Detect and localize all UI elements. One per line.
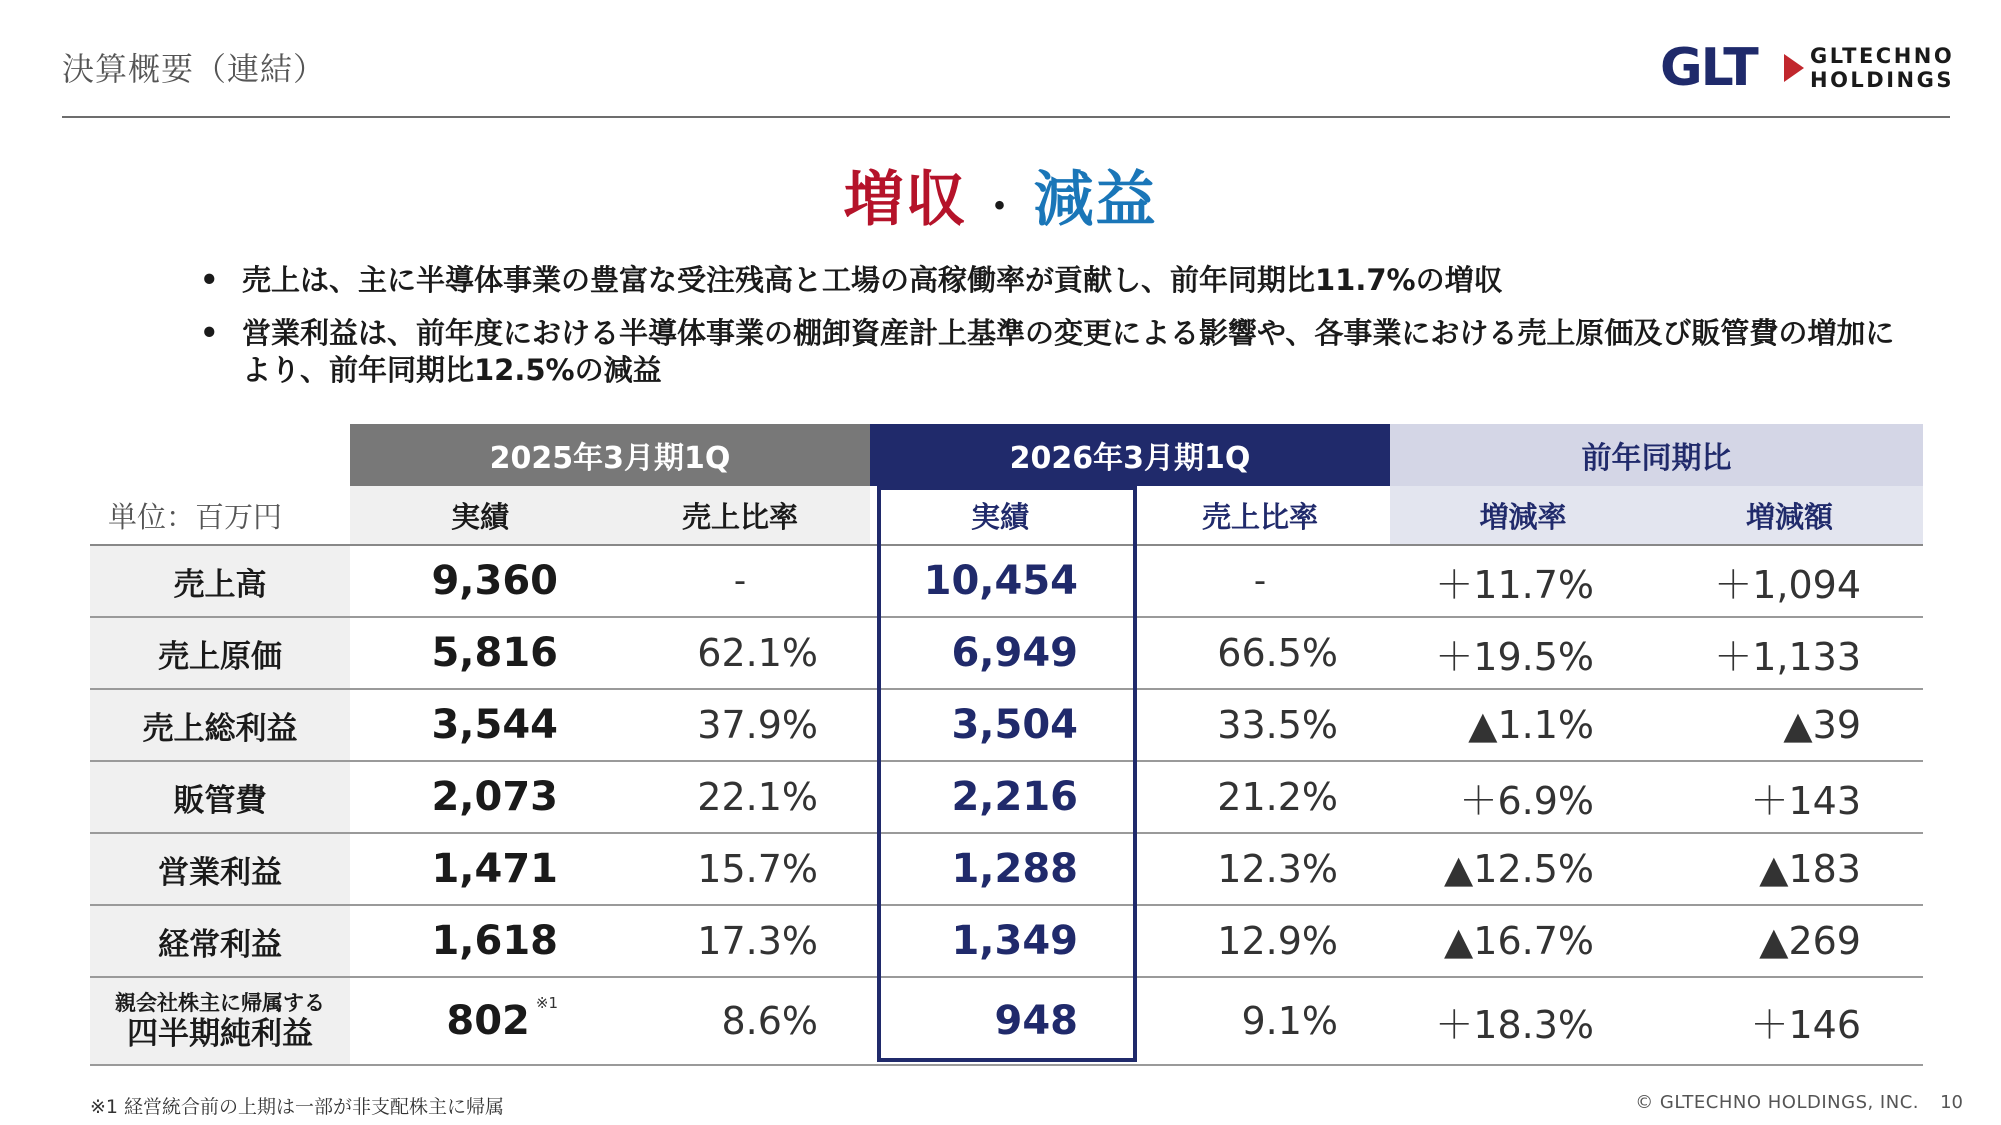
logo-line-2: HOLDINGS xyxy=(1810,68,1954,92)
headline-decrease: 減益 xyxy=(1033,165,1158,235)
table-group-header-row xyxy=(90,424,1923,486)
table-row xyxy=(90,689,1923,761)
logo-line-1: GLTECHNO xyxy=(1810,44,1955,68)
actual-2025 xyxy=(350,977,610,1065)
logo-triangle-icon xyxy=(1784,54,1804,82)
actual-2026: 2,216 xyxy=(870,761,1130,833)
row-label: 売上高 xyxy=(90,545,350,617)
actual-2025: 1,618 xyxy=(350,905,610,977)
headline-separator: ・ xyxy=(979,183,1022,230)
page-title: 決算概要（連結） xyxy=(62,50,327,88)
ratio-2026: 33.5% xyxy=(1130,689,1390,761)
bullet-operating-profit: • 営業利益は、前年度における半導体事業の棚卸資産計上基準の変更による影響や、各事業における売上原価及び販管費の増加により、前年同期比12.5%の減益 xyxy=(200,315,1920,389)
row-label: 経常利益 xyxy=(90,905,350,977)
ratio-2026: 9.1% xyxy=(1130,977,1390,1065)
ratio-2025: 15.7% xyxy=(610,833,870,905)
row-label: 営業利益 xyxy=(90,833,350,905)
headline-increase: 増収 xyxy=(843,165,968,235)
header-divider xyxy=(62,116,1950,118)
ratio-2025: 8.6% xyxy=(610,977,870,1065)
change-amount: ＋1,133 xyxy=(1656,617,1923,689)
actual-2026: 948 xyxy=(870,977,1130,1065)
subheader-actual-2025: 実績 xyxy=(350,486,610,545)
actual-2025: 2,073 xyxy=(350,761,610,833)
blank-corner xyxy=(90,424,350,486)
row-label: 売上総利益 xyxy=(90,689,350,761)
actual-2025: 1,471 xyxy=(350,833,610,905)
change-rate: ▲16.7% xyxy=(1390,905,1656,977)
actual-2025: 9,360 xyxy=(350,545,610,617)
row-label-net-income-main: 四半期純利益 xyxy=(127,1016,313,1052)
change-amount: ▲269 xyxy=(1656,905,1923,977)
ratio-2025: - xyxy=(610,545,870,617)
change-rate: ＋6.9% xyxy=(1390,761,1656,833)
table-row xyxy=(90,905,1923,977)
unit-label: 単位：百万円 xyxy=(90,486,350,545)
row-label-net-income-prefix: 親会社株主に帰属する xyxy=(115,991,325,1015)
subheader-ratio-2026: 売上比率 xyxy=(1130,486,1390,545)
row-label-net-income xyxy=(90,977,350,1065)
actual-2025-value: 802 xyxy=(446,998,530,1044)
ratio-2026: 21.2% xyxy=(1130,761,1390,833)
change-amount: ＋143 xyxy=(1656,761,1923,833)
footnote: ※1 経営統合前の上期は一部が非支配株主に帰属 xyxy=(90,1096,505,1118)
actual-2026: 6,949 xyxy=(870,617,1130,689)
logo-mark: GLT xyxy=(1660,38,1757,98)
summary-bullets xyxy=(200,262,1920,405)
subheader-ratio-2025: 売上比率 xyxy=(610,486,870,545)
actual-2026: 3,504 xyxy=(870,689,1130,761)
table-row xyxy=(90,833,1923,905)
actual-2026: 1,288 xyxy=(870,833,1130,905)
row-label: 販管費 xyxy=(90,761,350,833)
table-row xyxy=(90,617,1923,689)
ratio-2026: 66.5% xyxy=(1130,617,1390,689)
table-row xyxy=(90,977,1923,1065)
actual-2025: 3,544 xyxy=(350,689,610,761)
row-label: 売上原価 xyxy=(90,617,350,689)
table-row xyxy=(90,545,1923,617)
company-logo xyxy=(1660,40,1960,96)
ratio-2025: 17.3% xyxy=(610,905,870,977)
actual-2025: 5,816 xyxy=(350,617,610,689)
ratio-2025: 62.1% xyxy=(610,617,870,689)
ratio-2026: - xyxy=(1130,545,1390,617)
page-number: 10 xyxy=(1940,1092,1963,1113)
actual-2026: 10,454 xyxy=(870,545,1130,617)
group-header-fy2026-q1: 2026年3月期1Q xyxy=(870,424,1390,486)
subheader-change-amount: 増減額 xyxy=(1656,486,1923,545)
table-row xyxy=(90,761,1923,833)
actual-2026: 1,349 xyxy=(870,905,1130,977)
ratio-2026: 12.9% xyxy=(1130,905,1390,977)
subheader-actual-2026: 実績 xyxy=(870,486,1130,545)
table-subheader-row xyxy=(90,486,1923,545)
footnote-marker: ※1 xyxy=(535,994,558,1012)
ratio-2025: 22.1% xyxy=(610,761,870,833)
change-rate: ＋11.7% xyxy=(1390,545,1656,617)
change-rate: ▲12.5% xyxy=(1390,833,1656,905)
change-rate: ＋18.3% xyxy=(1390,977,1656,1065)
ratio-2025: 37.9% xyxy=(610,689,870,761)
change-amount: ▲39 xyxy=(1656,689,1923,761)
change-amount: ▲183 xyxy=(1656,833,1923,905)
subheader-change-rate: 増減率 xyxy=(1390,486,1656,545)
headline xyxy=(0,152,2001,238)
bullet-sales: • 売上は、主に半導体事業の豊富な受注残高と工場の高稼働率が貢献し、前年同期比11.7%の増収 xyxy=(200,262,1920,299)
ratio-2026: 12.3% xyxy=(1130,833,1390,905)
financial-summary-table xyxy=(90,424,1923,1066)
group-header-fy2025-q1: 2025年3月期1Q xyxy=(350,424,870,486)
copyright: © GLTECHNO HOLDINGS, INC. xyxy=(1635,1092,1919,1113)
logo-text xyxy=(1810,44,1954,92)
group-header-yoy: 前年同期比 xyxy=(1390,424,1923,486)
change-amount: ＋146 xyxy=(1656,977,1923,1065)
change-rate: ＋19.5% xyxy=(1390,617,1656,689)
change-rate: ▲1.1% xyxy=(1390,689,1656,761)
change-amount: ＋1,094 xyxy=(1656,545,1923,617)
